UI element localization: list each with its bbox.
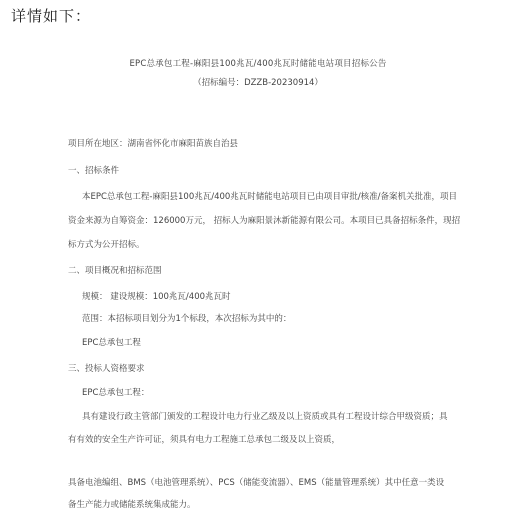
announcement-title: EPC总承包工程-麻阳县100兆瓦/400兆瓦时储能电站项目招标公告	[129, 59, 387, 69]
section-heading-project-overview: 二、项目概况和招标范围	[68, 266, 162, 276]
paragraph-line: 资金来源为自筹资金：126000万元， 招标人为麻阳景沐新能源有限公司。本项目已具备招标条件，现招	[68, 216, 461, 226]
bid-lot: EPC总承包工程	[82, 338, 141, 348]
paragraph-line: 标方式为公开招标。	[68, 240, 145, 250]
project-location: 项目所在地区：湖南省怀化市麻阳苗族自治县	[68, 139, 239, 149]
requirement-line: 有有效的安全生产许可证，须具有电力工程施工总承包二级及以上资质，	[68, 435, 341, 445]
bid-lot-label: EPC总承包工程：	[82, 388, 150, 398]
bidding-range: 范围：本招标项目划分为1个标段，本次招标为其中的：	[82, 314, 292, 324]
page-title: 详情如下：	[11, 7, 92, 25]
tender-number: （招标编号：DZZB-20230914）	[193, 78, 323, 88]
requirement-line: 具有建设行政主管部门颁发的工程设计电力行业乙级及以上资质或具有工程设计综合甲级资质；具	[82, 412, 448, 422]
requirement-line: 备生产能力或储能系统集成能力。	[68, 500, 196, 510]
paragraph-line: 本EPC总承包工程-麻阳县100兆瓦/400兆瓦时储能电站项目已由项目审批/核准/备案机关批准，项目	[82, 192, 458, 202]
section-heading-qualification: 三、投标人资格要求	[68, 364, 145, 374]
project-scale: 规模： 建设规模：100兆瓦/400兆瓦时	[82, 292, 231, 302]
requirement-line: 具备电池编组、BMS（电池管理系统）、PCS（储能变流器）、EMS（能量管理系统）其中任意一类设	[68, 478, 445, 488]
section-heading-bidding-conditions: 一、招标条件	[68, 166, 120, 176]
